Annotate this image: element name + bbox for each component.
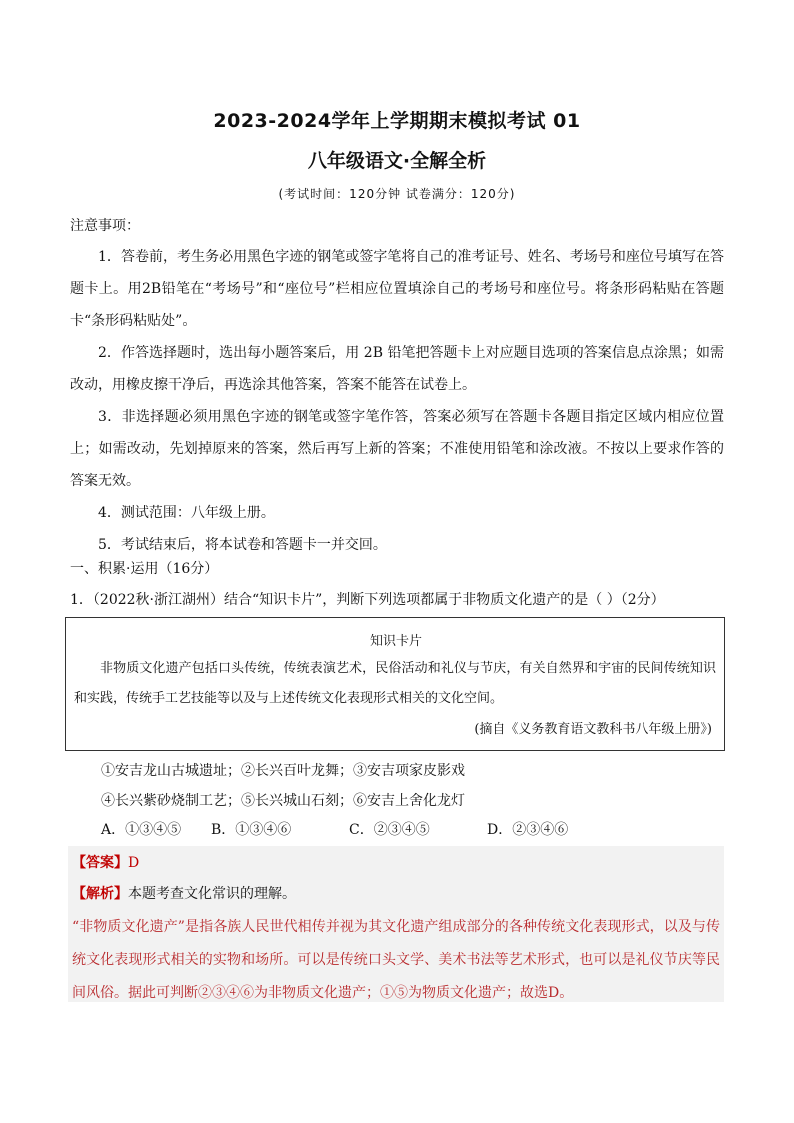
section-title: 一、积累·运用（16分） bbox=[70, 561, 219, 577]
option-d: D．②③④⑥ bbox=[487, 822, 569, 838]
notice-item-3: 3．非选择题必须用黑色字迹的钢笔或签字笔作答，答案必须写在答题卡各题目指定区域内相应位置上；如需改动，先划掉原来的答案，然后再写上新的答案；不准使用铅笔和涂改液。不按以上要求作答的答案无效。 bbox=[70, 409, 724, 489]
card-body bbox=[74, 654, 716, 714]
knowledge-card bbox=[65, 617, 725, 751]
answer-options bbox=[101, 819, 701, 841]
exam-subtitle: 八年级语文·全解全析 bbox=[307, 150, 487, 172]
analysis-intro-line bbox=[72, 878, 720, 911]
exam-info: (考试时间：120分钟 试卷满分：120分) bbox=[278, 187, 516, 201]
card-source: (摘自《义务教育语文教科书八年级上册》) bbox=[474, 722, 712, 737]
answer-line bbox=[72, 852, 139, 872]
notice-item-2: 2．作答选择题时，选出每小题答案后，用 2B 铅笔把答题卡上对应题目选项的答案信息点涂黑；如需改动，用橡皮擦干净后，再选涂其他答案，答案不能答在试卷上。 bbox=[70, 345, 724, 393]
notice-item-5: 5．考试结束后，将本试卷和答题卡一并交回。 bbox=[98, 537, 387, 553]
option-b: B．①③④⑥ bbox=[211, 822, 292, 838]
analysis-tag: 【解析】 bbox=[72, 886, 128, 902]
card-title: 知识卡片 bbox=[369, 634, 422, 649]
analysis-intro: 本题考查文化常识的理解。 bbox=[128, 886, 296, 902]
analysis-block bbox=[72, 878, 720, 1010]
card-body-text: 非物质文化遗产包括口头传统，传统表演艺术，民俗活动和礼仪与节庆，有关自然界和宇宙的民间传统知识和实践，传统手工艺技能等以及与上述传统文化表现形式相关的文化空间。 bbox=[74, 661, 716, 706]
notice-item-1: 1．答卷前，考生务必用黑色字迹的钢笔或签字笔将自己的准考证号、姓名、考场号和座位号填写在答题卡上。用2B铅笔在“考场号”和“座位号”栏相应位置填涂自己的考场号和座位号。将条形码粘贴在答题卡“条形码粘贴处”。 bbox=[70, 249, 724, 329]
answer-analysis-box bbox=[68, 846, 724, 1002]
notice-heading: 注意事项： bbox=[70, 218, 140, 234]
option-a: A．①③④⑤ bbox=[101, 822, 182, 838]
answer-tag: 【答案】 bbox=[72, 855, 128, 871]
exam-title: 2023-2024学年上学期期末模拟考试 01 bbox=[213, 110, 581, 132]
answer-value: D bbox=[128, 855, 140, 871]
analysis-body: “非物质文化遗产”是指各族人民世代相传并视为其文化遗产组成部分的各种传统文化表现形式，以及与传统文化表现形式相关的实物和场所。可以是传统口头文学、美术书法等艺术形式，也可以是礼仪节庆等民间风俗。据此可判断②③④⑥为非物质文化遗产；①⑤为物质文化遗产；故选D。 bbox=[72, 919, 720, 1001]
option-c: C．②③④⑤ bbox=[349, 822, 430, 838]
question-stem: 1．（2022秋·浙江湖州）结合“知识卡片”，判断下列选项都属于非物质文化遗产的是（ ）（2分） bbox=[70, 592, 665, 608]
notice-list bbox=[70, 241, 724, 561]
notice-item-4: 4．测试范围：八年级上册。 bbox=[98, 505, 275, 521]
question-items-line-1: ①安吉龙山古城遗址；②长兴百叶龙舞；③安吉项家皮影戏 bbox=[101, 763, 465, 779]
question-items-line-2: ④长兴紫砂烧制工艺；⑤长兴城山石刻；⑥安吉上舍化龙灯 bbox=[101, 793, 465, 809]
